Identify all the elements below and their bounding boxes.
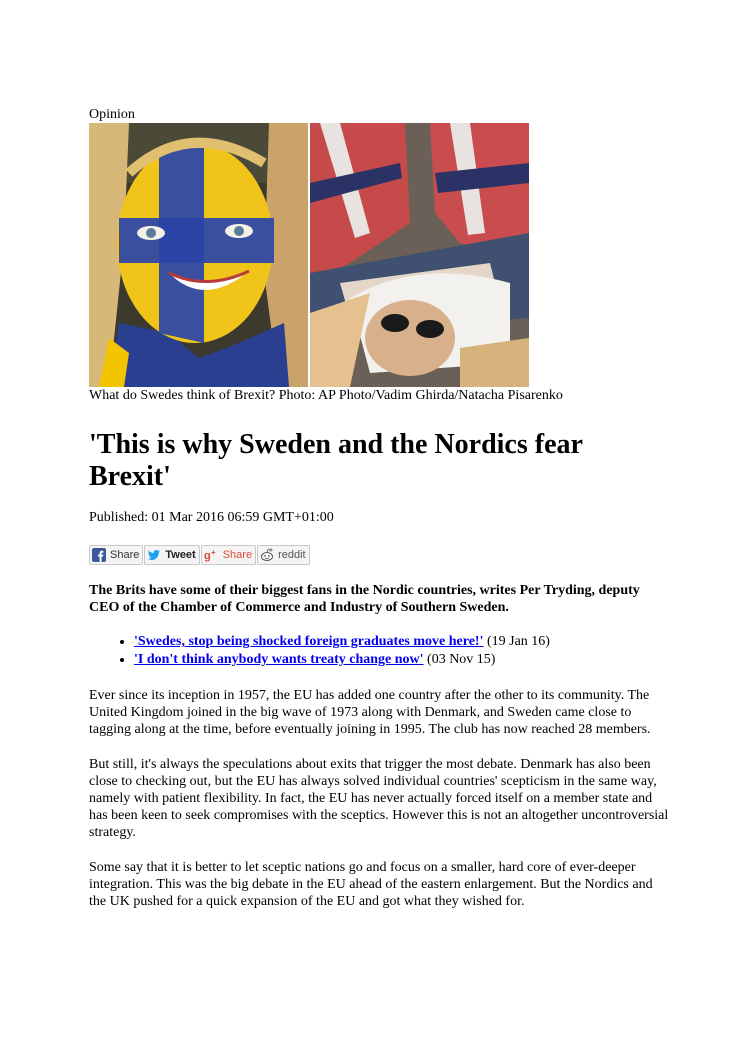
article-paragraph: Some say that it is better to let sceptic nations go and focus on a smaller, hard core of ever-deeper integration. This was the big debate in the EU ahead of the eastern enlargement. But the Nordics and the UK pushed for a quick expansion of the EU and got what they wished for. xyxy=(89,860,653,909)
related-article-link[interactable]: 'Swedes, stop being shocked foreign graduates move here!' xyxy=(134,634,484,649)
share-bar xyxy=(89,545,669,565)
photo-british-fan xyxy=(310,123,529,387)
related-article-link[interactable]: 'I don't think anybody wants treaty change now' xyxy=(134,652,424,667)
gplus-share-button[interactable] xyxy=(201,545,256,565)
twitter-icon xyxy=(147,548,161,562)
google-plus-icon xyxy=(204,548,219,562)
related-articles-list xyxy=(89,633,669,669)
facebook-icon xyxy=(92,548,106,562)
related-article-item xyxy=(134,651,669,669)
article-lead: The Brits have some of their biggest fans in the Nordic countries, writes Per Tryding, deputy CEO of the Chamber of Commerce and Industry of Southern Sweden. xyxy=(89,583,640,615)
reddit-icon xyxy=(260,548,274,562)
photo-swedish-fan xyxy=(89,123,308,387)
related-article-date: (03 Nov 15) xyxy=(427,652,496,667)
svg-text:g: g xyxy=(203,550,211,562)
twitter-tweet-label: Tweet xyxy=(165,549,196,561)
facebook-share-button[interactable] xyxy=(89,545,143,565)
twitter-tweet-button[interactable] xyxy=(144,545,199,565)
article-paragraph: But still, it's always the speculations about exits that trigger the most debate. Denmark has also been close to checking out, but the EU has always solved individual countries' scepticism in the same way, namely with patient flexibility. In fact, the EU has never actually forced itself on a member state and has been keen to seek compromises with the sceptics. However this is not an altogether uncontroversial strategy. xyxy=(89,757,669,840)
published-date: Published: 01 Mar 2016 06:59 GMT+01:00 xyxy=(89,510,334,525)
article xyxy=(89,107,669,910)
facebook-share-label: Share xyxy=(110,549,140,561)
article-photo xyxy=(89,123,530,387)
article-paragraph: Ever since its inception in 1957, the EU has added one country after the other to its community. The United Kingdom joined in the big wave of 1973 along with Denmark, and Sweden came close to tagging along at the time, before eventually joining in 1995. The club has now reached 28 members. xyxy=(89,688,651,737)
svg-text:+: + xyxy=(210,548,216,557)
reddit-share-label: reddit xyxy=(278,549,306,561)
gplus-share-label: Share xyxy=(222,549,253,561)
article-title: 'This is why Sweden and the Nordics fear Brexit' xyxy=(89,429,583,492)
photo-caption: What do Swedes think of Brexit? Photo: AP Photo/Vadim Ghirda/Natacha Pisarenko xyxy=(89,388,563,403)
related-article-item xyxy=(134,633,669,651)
reddit-share-button[interactable] xyxy=(257,545,310,565)
related-article-date: (19 Jan 16) xyxy=(486,634,550,649)
section-label: Opinion xyxy=(89,107,135,122)
